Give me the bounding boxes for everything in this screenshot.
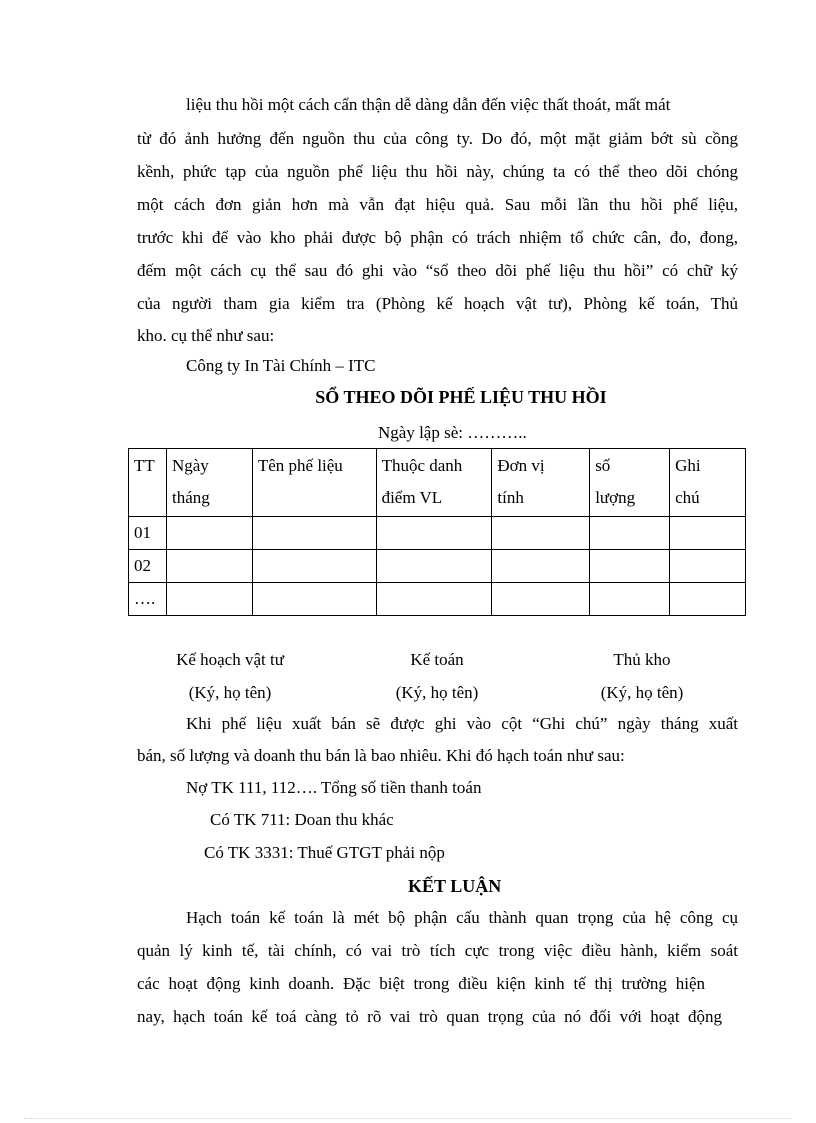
paragraph-line: trước khi để vào kho phải được bộ phận có trách nhiệm tổ chức cân, đo, đong, bbox=[137, 228, 738, 247]
table-cell bbox=[670, 583, 746, 616]
entry-credit: Có TK 711: Doan thu khác bbox=[210, 810, 394, 829]
table-header-cell: TT bbox=[129, 449, 167, 517]
paragraph-line: kho. cụ thể như sau: bbox=[137, 326, 275, 345]
table-cell bbox=[166, 583, 252, 616]
ledger-date-line: Ngày lập sè: ……….. bbox=[378, 423, 527, 442]
page-bottom-divider bbox=[24, 1118, 792, 1119]
table-header-cell: Tên phế liệu bbox=[252, 449, 376, 517]
ledger-table bbox=[128, 448, 746, 616]
table-cell bbox=[670, 517, 746, 550]
paragraph-line: kềnh, phức tạp của nguồn phế liệu thu hồi này, chúng ta có thể theo dõi chóng bbox=[137, 162, 738, 181]
table-cell bbox=[376, 583, 492, 616]
signature-role: Kế toán bbox=[410, 650, 464, 669]
paragraph-line: nay, hạch toán kế toá càng tỏ rõ vai trò quan trọng của nó đối với hoạt động bbox=[137, 1007, 722, 1026]
table-header-cell: Đơn vị tính bbox=[492, 449, 590, 517]
table-cell bbox=[670, 550, 746, 583]
ledger-title: SỔ THEO DÕI PHẾ LIỆU THU HỒI bbox=[315, 387, 607, 407]
table-cell-tt: 02 bbox=[129, 550, 167, 583]
table-row bbox=[129, 550, 746, 583]
table-cell bbox=[376, 550, 492, 583]
table-header-cell: Ghi chú bbox=[670, 449, 746, 517]
signature-note: (Ký, họ tên) bbox=[395, 683, 479, 702]
paragraph-line: từ đó ảnh hưởng đến nguồn thu của công ty. Do đó, một mặt giảm bớt sù cồng bbox=[137, 129, 738, 148]
signature-role: Thủ kho bbox=[613, 650, 671, 669]
table-cell-tt: 01 bbox=[129, 517, 167, 550]
table-cell bbox=[492, 583, 590, 616]
table-header-cell: Thuộc danh điểm VL bbox=[376, 449, 492, 517]
paragraph-line: liệu thu hồi một cách cẩn thận dễ dàng dẫn đến việc thất thoát, mất mát bbox=[186, 95, 671, 114]
table-cell bbox=[166, 550, 252, 583]
paragraph-line: bán, số lượng và doanh thu bán là bao nhiêu. Khi đó hạch toán như sau: bbox=[137, 746, 625, 765]
table-cell bbox=[492, 550, 590, 583]
table-cell bbox=[492, 517, 590, 550]
table-cell bbox=[166, 517, 252, 550]
table-row bbox=[129, 517, 746, 550]
table-cell bbox=[590, 550, 670, 583]
table-header-cell: Ngày tháng bbox=[166, 449, 252, 517]
table-cell bbox=[252, 550, 376, 583]
paragraph-line: một cách đơn giản hơn mà vẫn đạt hiệu quả. Sau mỗi lần thu hồi phế liệu, bbox=[137, 195, 738, 214]
table-cell bbox=[590, 517, 670, 550]
paragraph-line: đếm một cách cụ thể sau đó ghi vào “sổ theo dõi phế liệu thu hồi” có chữ ký bbox=[137, 261, 738, 280]
table-cell bbox=[376, 517, 492, 550]
table-cell-tt: …. bbox=[129, 583, 167, 616]
paragraph-line: quản lý kinh tế, tài chính, có vai trò tích cực trong việc điều hành, kiểm soát bbox=[137, 941, 738, 960]
company-name: Công ty In Tài Chính – ITC bbox=[186, 356, 376, 375]
entry-credit: Có TK 3331: Thuế GTGT phải nộp bbox=[204, 843, 445, 862]
paragraph-line: các hoạt động kinh doanh. Đặc biệt trong điều kiện kinh tế thị trường hiện bbox=[137, 974, 705, 993]
table-header-cell: số lượng bbox=[590, 449, 670, 517]
table-header-row bbox=[129, 449, 746, 517]
table-row bbox=[129, 583, 746, 616]
signature-note: (Ký, họ tên) bbox=[600, 683, 684, 702]
paragraph-line: Khi phế liệu xuất bán sẽ được ghi vào cột “Ghi chú” ngày tháng xuất bbox=[186, 714, 738, 733]
table-cell bbox=[590, 583, 670, 616]
table-cell bbox=[252, 583, 376, 616]
signature-role: Kế hoạch vật tư bbox=[176, 650, 284, 669]
conclusion-title: KẾT LUẬN bbox=[408, 876, 502, 896]
table-cell bbox=[252, 517, 376, 550]
entry-debit: Nợ TK 111, 112…. Tổng số tiền thanh toán bbox=[186, 778, 482, 797]
paragraph-line: Hạch toán kế toán là mét bộ phận cấu thành quan trọng của hệ công cụ bbox=[186, 908, 738, 927]
signature-note: (Ký, họ tên) bbox=[188, 683, 272, 702]
paragraph-line: của người tham gia kiểm tra (Phòng kế hoạch vật tư), Phòng kế toán, Thủ bbox=[137, 294, 738, 313]
